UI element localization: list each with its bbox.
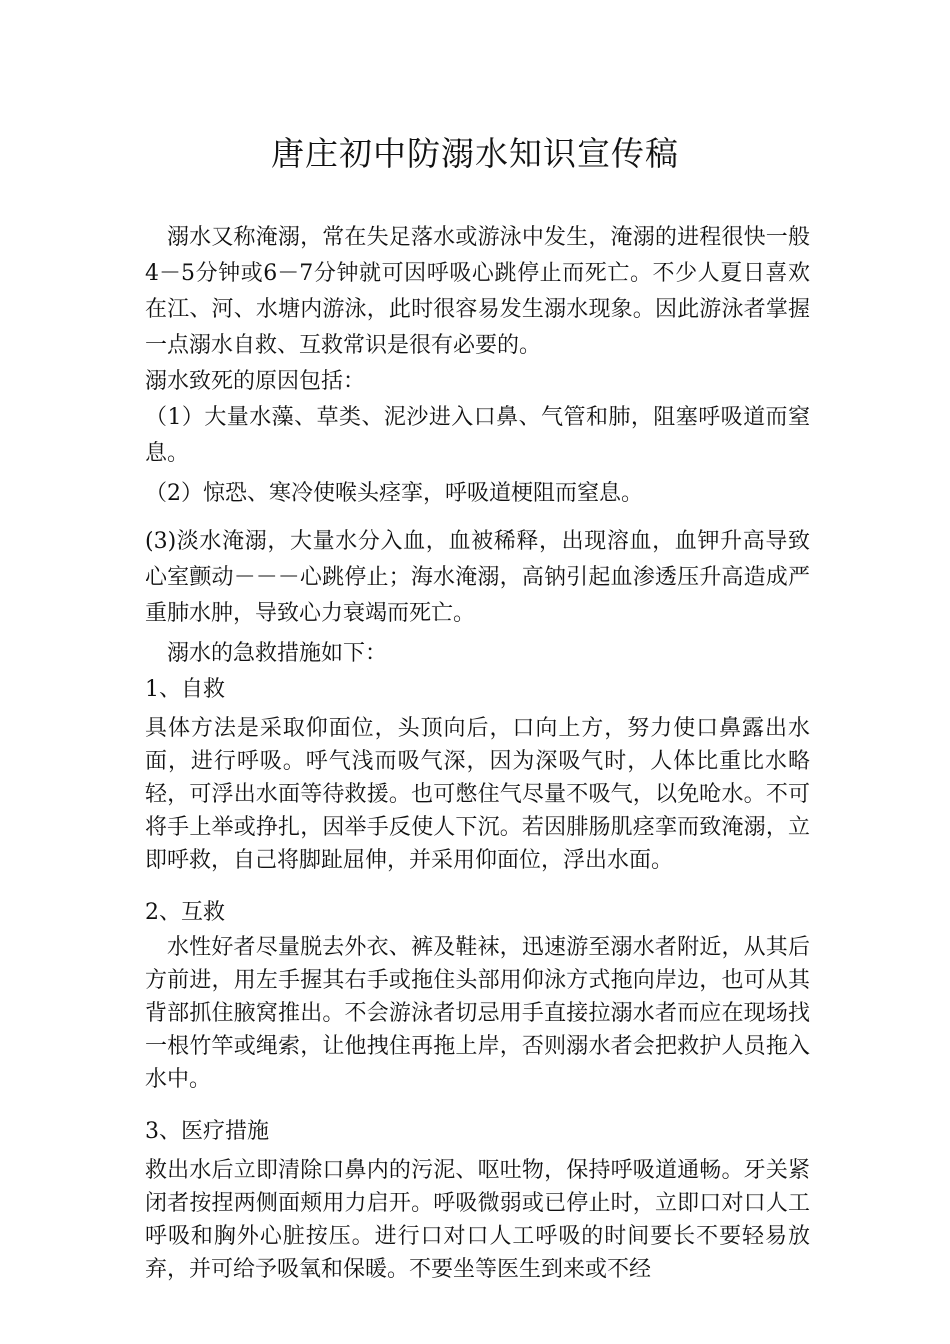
first-aid-heading: 溺水的急救措施如下： — [167, 641, 388, 666]
cause-item-1: （1）大量水藻、草类、泥沙进入口鼻、气管和肺，阻塞呼吸道而窒息。 — [145, 405, 810, 466]
section-heading-mutual-rescue: 2、互救 — [145, 900, 225, 925]
causes-heading: 溺水致死的原因包括： — [145, 369, 366, 394]
cause-item-3: (3)淡水淹溺，大量水分入血，血被稀释，出现溶血，血钾升高导致心室颤动－－－心跳停止；海水淹溺，高钠引起血渗透压升高造成严重肺水肿，导致心力衰竭而死亡。 — [145, 529, 810, 626]
intro-paragraph: 溺水又称淹溺，常在失足落水或游泳中发生，淹溺的进程很快一般4－5分钟或6－7分钟就可因呼吸心跳停止而死亡。不少人夏日喜欢在江、河、水塘内游泳，此时很容易发生溺水现象。因此游泳者掌握一点溺水自救、互救常识是很有必要的。 — [145, 225, 810, 358]
self-rescue-paragraph: 具体方法是采取仰面位，头顶向后，口向上方，努力使口鼻露出水面，进行呼吸。呼气浅而吸气深，因为深吸气时，人体比重比水略轻，可浮出水面等待救援。也可憋住气尽量不吸气，以免呛水。不可将手上举或挣扎，因举手反使人下沉。若因腓肠肌痉挛而致淹溺，立即呼救，自己将脚趾屈伸，并采用仰面位，浮出水面。 — [145, 716, 810, 873]
document-body — [145, 220, 810, 1286]
cause-item-2: （2）惊恐、寒冷使喉头痉挛，呼吸道梗阻而窒息。 — [145, 481, 643, 506]
document-title: 唐庄初中防溺水知识宣传稿 — [271, 134, 679, 173]
section-heading-medical-measures: 3、医疗措施 — [145, 1119, 269, 1144]
section-heading-self-rescue: 1、自救 — [145, 677, 225, 702]
mutual-rescue-paragraph: 水性好者尽量脱去外衣、裤及鞋袜，迅速游至溺水者附近，从其后方前进，用左手握其右手或拖住头部用仰泳方式拖向岸边，也可从其背部抓住腋窝推出。不会游泳者切忌用手直接拉溺水者而应在现场找一根竹竿或绳索，让他拽住再拖上岸，否则溺水者会把救护人员拖入水中。 — [145, 935, 810, 1092]
medical-measures-paragraph: 救出水后立即清除口鼻内的污泥、呕吐物，保持呼吸道通畅。牙关紧闭者按捏两侧面颊用力启开。呼吸微弱或已停止时，立即口对口人工呼吸和胸外心脏按压。进行口对口人工呼吸的时间要长不要轻易放弃，并可给予吸氧和保暖。不要坐等医生到来或不经 — [145, 1158, 810, 1282]
